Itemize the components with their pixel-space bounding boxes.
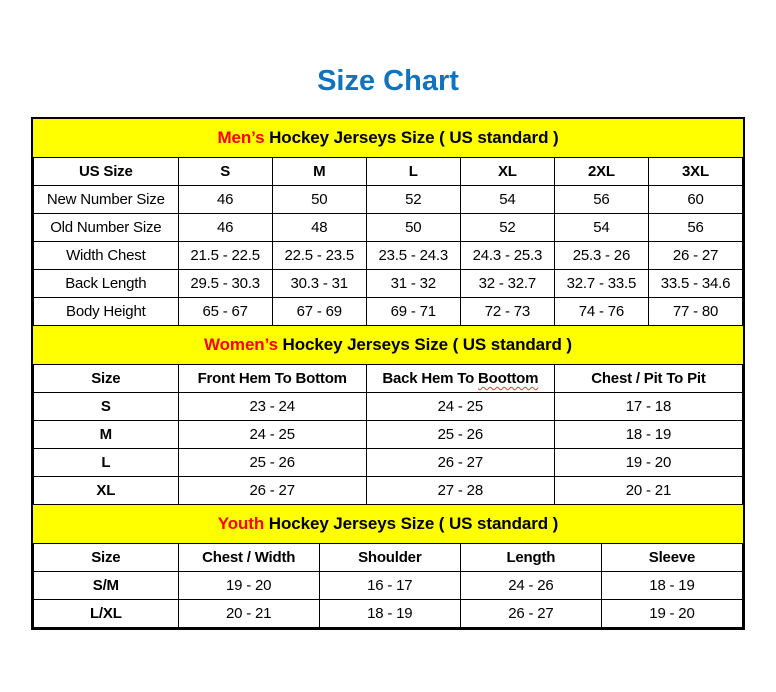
size-value-cell: 17 - 18 xyxy=(554,393,742,421)
row-label: L xyxy=(34,449,179,477)
table-header-row xyxy=(34,158,743,186)
size-value-cell: 50 xyxy=(272,186,366,214)
size-value-cell: 18 - 19 xyxy=(601,572,742,600)
section-heading-accent-youth: Youth xyxy=(217,514,265,533)
section-heading-mens xyxy=(33,119,743,157)
size-value-cell: 32 - 32.7 xyxy=(460,270,554,298)
size-value-cell: 26 - 27 xyxy=(460,600,601,628)
table-row xyxy=(34,270,743,298)
size-value-cell: 18 - 19 xyxy=(319,600,460,628)
size-value-cell: 19 - 20 xyxy=(601,600,742,628)
section-heading-youth xyxy=(33,505,743,543)
size-chart-tables xyxy=(31,117,745,630)
row-label: S/M xyxy=(34,572,179,600)
size-value-cell: 72 - 73 xyxy=(460,298,554,326)
table-row xyxy=(34,477,743,505)
size-value-cell: 74 - 76 xyxy=(554,298,648,326)
column-header xyxy=(366,365,554,393)
column-header: XL xyxy=(460,158,554,186)
size-value-cell: 54 xyxy=(554,214,648,242)
column-header: Size xyxy=(34,365,179,393)
row-label: New Number Size xyxy=(34,186,179,214)
section-heading-text-mens: Hockey Jerseys Size ( US standard ) xyxy=(264,128,559,147)
section-heading-accent-womens: Women’s xyxy=(204,335,278,354)
table-row xyxy=(34,214,743,242)
column-header-text: Back Hem To xyxy=(382,370,479,387)
row-label: L/XL xyxy=(34,600,179,628)
size-value-cell: 67 - 69 xyxy=(272,298,366,326)
size-value-cell: 24 - 25 xyxy=(366,393,554,421)
column-header: Length xyxy=(460,544,601,572)
row-label: XL xyxy=(34,477,179,505)
table-row xyxy=(34,242,743,270)
column-header: 2XL xyxy=(554,158,648,186)
size-value-cell: 21.5 - 22.5 xyxy=(178,242,272,270)
column-header: Front Hem To Bottom xyxy=(178,365,366,393)
table-row xyxy=(34,186,743,214)
column-header: Chest / Pit To Pit xyxy=(554,365,742,393)
table-header-row xyxy=(34,544,743,572)
table-row xyxy=(34,449,743,477)
page-title: Size Chart xyxy=(317,65,459,97)
size-value-cell: 50 xyxy=(366,214,460,242)
size-value-cell: 54 xyxy=(460,186,554,214)
size-value-cell: 24 - 26 xyxy=(460,572,601,600)
size-value-cell: 26 - 27 xyxy=(178,477,366,505)
size-value-cell: 25.3 - 26 xyxy=(554,242,648,270)
size-value-cell: 56 xyxy=(648,214,742,242)
table-row xyxy=(34,600,743,628)
size-value-cell: 46 xyxy=(178,214,272,242)
size-value-cell: 77 - 80 xyxy=(648,298,742,326)
size-value-cell: 24.3 - 25.3 xyxy=(460,242,554,270)
size-value-cell: 20 - 21 xyxy=(178,600,319,628)
size-table-mens xyxy=(33,157,743,326)
column-header: 3XL xyxy=(648,158,742,186)
row-label: M xyxy=(34,421,179,449)
size-value-cell: 20 - 21 xyxy=(554,477,742,505)
size-value-cell: 25 - 26 xyxy=(366,421,554,449)
size-value-cell: 18 - 19 xyxy=(554,421,742,449)
row-label: Back Length xyxy=(34,270,179,298)
size-value-cell: 24 - 25 xyxy=(178,421,366,449)
size-value-cell: 22.5 - 23.5 xyxy=(272,242,366,270)
size-value-cell: 16 - 17 xyxy=(319,572,460,600)
size-table-womens xyxy=(33,364,743,505)
size-value-cell: 52 xyxy=(460,214,554,242)
column-header: L xyxy=(366,158,460,186)
size-value-cell: 23.5 - 24.3 xyxy=(366,242,460,270)
table-row xyxy=(34,572,743,600)
table-header-row xyxy=(34,365,743,393)
column-header: US Size xyxy=(34,158,179,186)
section-heading-text-womens: Hockey Jerseys Size ( US standard ) xyxy=(277,335,572,354)
size-value-cell: 26 - 27 xyxy=(648,242,742,270)
size-value-cell: 32.7 - 33.5 xyxy=(554,270,648,298)
column-header: S xyxy=(178,158,272,186)
size-value-cell: 56 xyxy=(554,186,648,214)
size-value-cell: 33.5 - 34.6 xyxy=(648,270,742,298)
column-header: Sleeve xyxy=(601,544,742,572)
table-row xyxy=(34,421,743,449)
row-label: Body Height xyxy=(34,298,179,326)
size-value-cell: 19 - 20 xyxy=(554,449,742,477)
section-heading-womens xyxy=(33,326,743,364)
misspelled-word: Boottom xyxy=(478,370,539,387)
table-row xyxy=(34,393,743,421)
section-heading-text-youth: Hockey Jerseys Size ( US standard ) xyxy=(264,514,559,533)
size-value-cell: 48 xyxy=(272,214,366,242)
size-value-cell: 25 - 26 xyxy=(178,449,366,477)
row-label: Old Number Size xyxy=(34,214,179,242)
column-header: Shoulder xyxy=(319,544,460,572)
column-header: Chest / Width xyxy=(178,544,319,572)
column-header: M xyxy=(272,158,366,186)
size-value-cell: 69 - 71 xyxy=(366,298,460,326)
size-value-cell: 23 - 24 xyxy=(178,393,366,421)
row-label: S xyxy=(34,393,179,421)
size-value-cell: 29.5 - 30.3 xyxy=(178,270,272,298)
table-row xyxy=(34,298,743,326)
size-value-cell: 27 - 28 xyxy=(366,477,554,505)
section-heading-accent-mens: Men’s xyxy=(217,128,265,147)
size-value-cell: 31 - 32 xyxy=(366,270,460,298)
size-value-cell: 65 - 67 xyxy=(178,298,272,326)
size-table-youth xyxy=(33,543,743,628)
column-header: Size xyxy=(34,544,179,572)
size-value-cell: 19 - 20 xyxy=(178,572,319,600)
size-value-cell: 26 - 27 xyxy=(366,449,554,477)
size-value-cell: 46 xyxy=(178,186,272,214)
size-value-cell: 60 xyxy=(648,186,742,214)
row-label: Width Chest xyxy=(34,242,179,270)
size-value-cell: 52 xyxy=(366,186,460,214)
size-value-cell: 30.3 - 31 xyxy=(272,270,366,298)
